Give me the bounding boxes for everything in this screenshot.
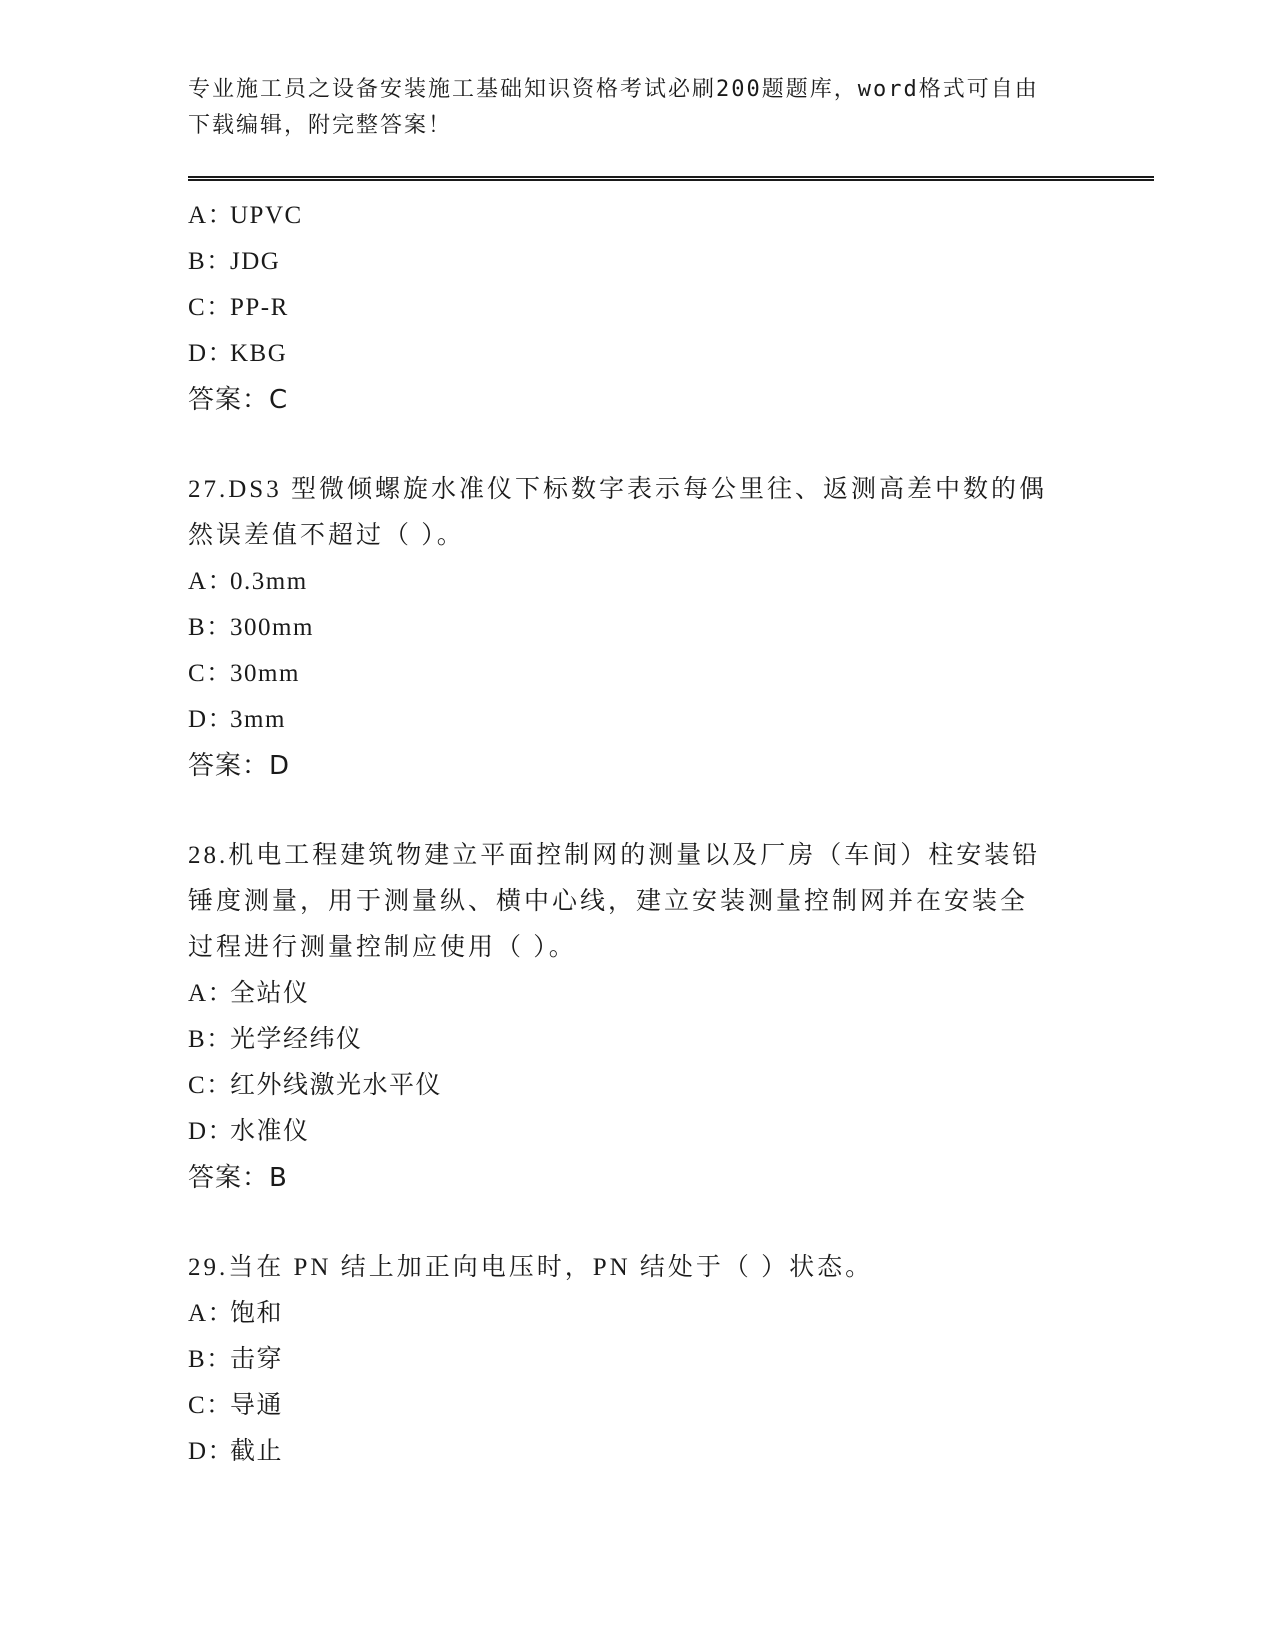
question-text — [188, 1245, 1118, 1291]
question-text — [188, 467, 1118, 559]
header-line-2: 下载编辑，附完整答案！ — [188, 113, 453, 138]
option-text: 水准仪 — [230, 1118, 310, 1145]
option-text: 0.3mm — [230, 568, 308, 595]
option-text: 3mm — [230, 706, 286, 733]
question-26 — [188, 193, 1118, 423]
answer: 答案：D — [188, 751, 291, 781]
option-a — [188, 1291, 1118, 1337]
option-text: 30mm — [230, 660, 300, 687]
option-text: PP-R — [230, 294, 289, 321]
option-text: 导通 — [230, 1392, 284, 1419]
question-29 — [188, 1245, 1118, 1475]
option-c — [188, 285, 1118, 331]
option-d — [188, 331, 1118, 377]
option-d — [188, 697, 1118, 743]
option-text: 红外线激光水平仪 — [230, 1072, 443, 1099]
option-text: KBG — [230, 340, 288, 367]
option-label: B： — [188, 614, 233, 641]
option-text: 全站仪 — [230, 980, 310, 1007]
option-label: C： — [188, 294, 233, 321]
option-a — [188, 193, 1118, 239]
question-line: 然误差值不超过（ ）。 — [188, 522, 465, 549]
option-label: B： — [188, 248, 233, 275]
spacer — [188, 1201, 1118, 1245]
option-text: 300mm — [230, 614, 314, 641]
option-text: 截止 — [230, 1438, 284, 1465]
option-b — [188, 239, 1118, 285]
question-text — [188, 833, 1118, 971]
option-label: A： — [188, 980, 235, 1007]
option-d — [188, 1109, 1118, 1155]
spacer — [188, 789, 1118, 833]
option-b — [188, 1017, 1118, 1063]
option-text: 光学经纬仪 — [230, 1026, 363, 1053]
option-label: C： — [188, 660, 233, 687]
option-c — [188, 1383, 1118, 1429]
option-c — [188, 1063, 1118, 1109]
answer: 答案：B — [188, 1163, 288, 1193]
question-list — [188, 193, 1118, 1475]
question-line: 28.机电工程建筑物建立平面控制网的测量以及厂房（车间）柱安装铅 — [188, 842, 1041, 869]
option-d — [188, 1429, 1118, 1475]
question-27 — [188, 467, 1118, 789]
answer: 答案：C — [188, 385, 289, 415]
option-label: C： — [188, 1392, 233, 1419]
option-text: 饱和 — [230, 1300, 284, 1327]
option-text: 击穿 — [230, 1346, 284, 1373]
document-header — [188, 72, 1088, 144]
option-text: UPVC — [230, 202, 303, 229]
option-label: A： — [188, 202, 235, 229]
option-label: B： — [188, 1026, 233, 1053]
option-label: C： — [188, 1072, 233, 1099]
option-label: D： — [188, 1118, 235, 1145]
question-28 — [188, 833, 1118, 1201]
option-a — [188, 559, 1118, 605]
question-line: 29.当在 PN 结上加正向电压时，PN 结处于（ ）状态。 — [188, 1254, 874, 1281]
option-label: B： — [188, 1346, 233, 1373]
option-a — [188, 971, 1118, 1017]
header-divider — [188, 176, 1154, 181]
option-b — [188, 605, 1118, 651]
option-label: D： — [188, 1438, 235, 1465]
option-label: A： — [188, 1300, 235, 1327]
option-text: JDG — [230, 248, 281, 275]
option-b — [188, 1337, 1118, 1383]
question-line: 锤度测量，用于测量纵、横中心线，建立安装测量控制网并在安装全 — [188, 888, 1029, 915]
header-line-1: 专业施工员之设备安装施工基础知识资格考试必刷200题题库，word格式可自由 — [188, 77, 1039, 102]
option-label: A： — [188, 568, 235, 595]
option-label: D： — [188, 706, 235, 733]
question-line: 27.DS3 型微倾螺旋水准仪下标数字表示每公里往、返测高差中数的偶 — [188, 476, 1047, 503]
spacer — [188, 423, 1118, 467]
question-line: 过程进行测量控制应使用（ ）。 — [188, 934, 577, 961]
option-label: D： — [188, 340, 235, 367]
option-c — [188, 651, 1118, 697]
